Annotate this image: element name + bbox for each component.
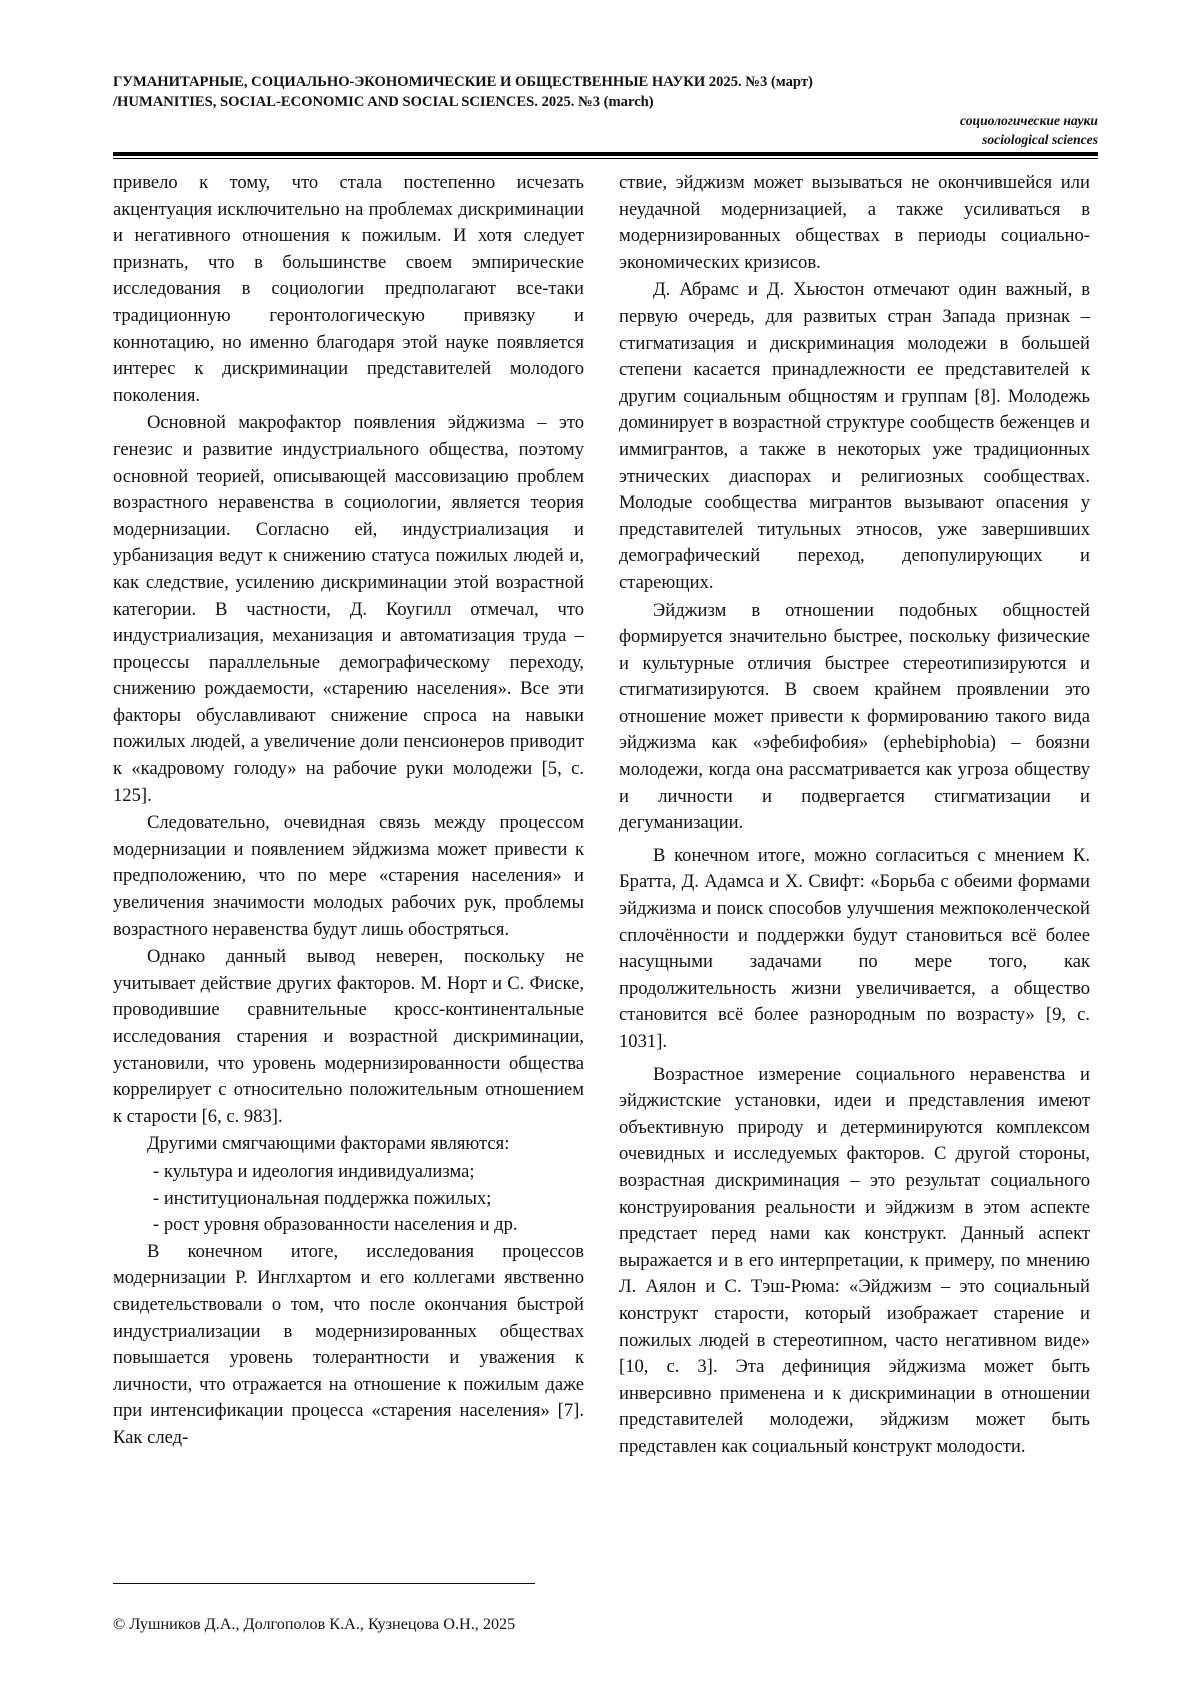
paragraph: Следовательно, очевидная связь между процессом модернизации и появлением эйджизма может привести к предположению, что по мере «старения населения» и увеличения значимости молодых рабочих рук, проблемы возрастного неравенства будут лишь обостряться. (113, 812, 584, 940)
section-ru: социологические науки (960, 113, 1098, 128)
paragraph: ствие, эйджизм может вызываться не окончившейся или неудачной модернизацией, а также усиливаться в модернизированных обществах в периоды социально-экономических кризисов. (619, 172, 1090, 273)
footnote-rule (113, 1583, 535, 1584)
header-rule-thick (113, 152, 1098, 156)
list-item: - институциональная поддержка пожилых; (153, 1187, 492, 1209)
paragraph: Д. Абрамс и Д. Хьюстон отмечают один важный, в первую очередь, для развитых стран Запада признак – стигматизация и дискриминация молодежи в большей степени касается принадлежности ее представителей к другим социальным общностям и группам [8]. Молодежь доминирует в возрастной структуре сообществ беженцев и иммигрантов, а также в некоторых уже традиционных этнических диаспорах и религиозных сообществах. Молодые сообщества мигрантов вызывают опасения у представителей титульных этносов, уже завершивших демографический переход, депопулирующих и стареющих. (619, 279, 1090, 593)
paragraph: Возрастное измерение социального неравенства и эйджистские установки, идеи и представления имеют объективную природу и детерминируются комплексом очевидных и исследуемых факторов. С другой стороны, возрастная дискриминация – это результат социального конструирования реальности и эйджизм в этом аспекте предстает перед нами как конструкт. Данный аспект выражается и в его интерпретации, к примеру, по мнению Л. Аялон и С. Тэш-Рюма: «Эйджизм – это социальный конструкт старости, который изображает старение и пожилых людей в стереотипном, часто негативном виде» [10, с. 3]. Эта дефиниция эйджизма может быть инверсивно применена и к дискриминации в отношении представителей молодежи, эйджизм может быть представлен как социальный конструкт молодости. (619, 1063, 1090, 1457)
list-item: - рост уровня образованности населения и др. (153, 1214, 518, 1236)
header-rule-thin (113, 158, 1098, 159)
list-item: - культура и идеология индивидуализма; (153, 1160, 475, 1182)
journal-header (113, 72, 1093, 112)
paragraph: Другими смягчающими факторами являются: (147, 1133, 510, 1155)
section-tag (960, 111, 1098, 149)
paragraph: привело к тому, что стала постепенно исчезать акцентуация исключительно на проблемах дискриминации и негативного отношения к пожилым. И хотя следует признать, что в большинстве своем эмпирические исследования в социологии предполагают все-таки традиционную геронтологическую привязку и коннотацию, но именно благодаря этой науке появляется интерес к дискриминации представителей молодого поколения. (113, 172, 584, 406)
journal-title-en: /HUMANITIES, SOCIAL-ECONOMIC AND SOCIAL SCIENCES. 2025. №3 (march) (113, 94, 654, 110)
paragraph: Эйджизм в отношении подобных общностей формируется значительно быстрее, поскольку физические и культурные отличия быстрее стереотипизируются и стигматизируются. В своем крайнем проявлении это отношение может привести к формированию такого вида эйджизма как «эфебифобия» (ephebiphobia) – боязни молодежи, когда она рассматривается как угроза обществу и личности и подвергается стигматизации и дегуманизации. (619, 599, 1090, 834)
left-column (113, 170, 584, 1453)
paragraph: Однако данный вывод неверен, поскольку не учитывает действие других факторов. М. Норт и С. Фиске, проводившие сравнительные кросс-континентальные исследования старения и возрастной дискриминации, установили, что уровень модернизированности общества коррелирует с относительно положительным отношением к старости [6, с. 983]. (113, 946, 584, 1127)
copyright-footnote: © Лушников Д.А., Долгополов К.А., Кузнецова О.Н., 2025 (113, 1615, 516, 1633)
right-column (619, 170, 1090, 1462)
paragraph: В конечном итоге, можно согласиться с мнением К. Братта, Д. Адамса и Х. Свифт: «Борьба с обеими формами эйджизма и поиск способов улучшения межпоколенческой сплочённости и поддержки будут становиться всё более насущными задачами по мере того, как продолжительность жизни увеличивается, а общество становится всё более разнородным по возрасту» [9, с. 1031]. (619, 844, 1090, 1052)
factor-list (113, 1159, 584, 1239)
journal-title-ru: ГУМАНИТАРНЫЕ, СОЦИАЛЬНО-ЭКОНОМИЧЕСКИЕ И ОБЩЕСТВЕННЫЕ НАУКИ 2025. №3 (март) (113, 74, 813, 90)
paragraph: В конечном итоге, исследования процессов модернизации Р. Инглхартом и его коллегами явственно свидетельствовали о том, что после окончания быстрой индустриализации в модернизированных обществах повышается уровень толерантности и уважения к личности, что отражается на отношение к пожилым даже при интенсификации процесса «старения населения» [7]. Как след- (113, 1240, 584, 1448)
paragraph: Основной макрофактор появления эйджизма – это генезис и развитие индустриального общества, поэтому основной теорией, описывающей массовизацию проблем возрастного неравенства в социологии, является теория модернизации. Согласно ей, индустриализация и урбанизация ведут к снижению статуса пожилых людей и, как следствие, усилению дискриминации этой возрастной категории. В частности, Д. Коугилл отмечал, что индустриализация, механизация и автоматизация труда – процессы параллельные демографическому переходу, снижению рождаемости, «старению населения». Все эти факторы обуславливают снижение спроса на навыки пожилых людей, а увеличение доли пенсионеров приводит к «кадровому голоду» на рабочие руки молодежи [5, с. 125]. (113, 412, 584, 806)
section-en: sociological sciences (982, 132, 1098, 147)
